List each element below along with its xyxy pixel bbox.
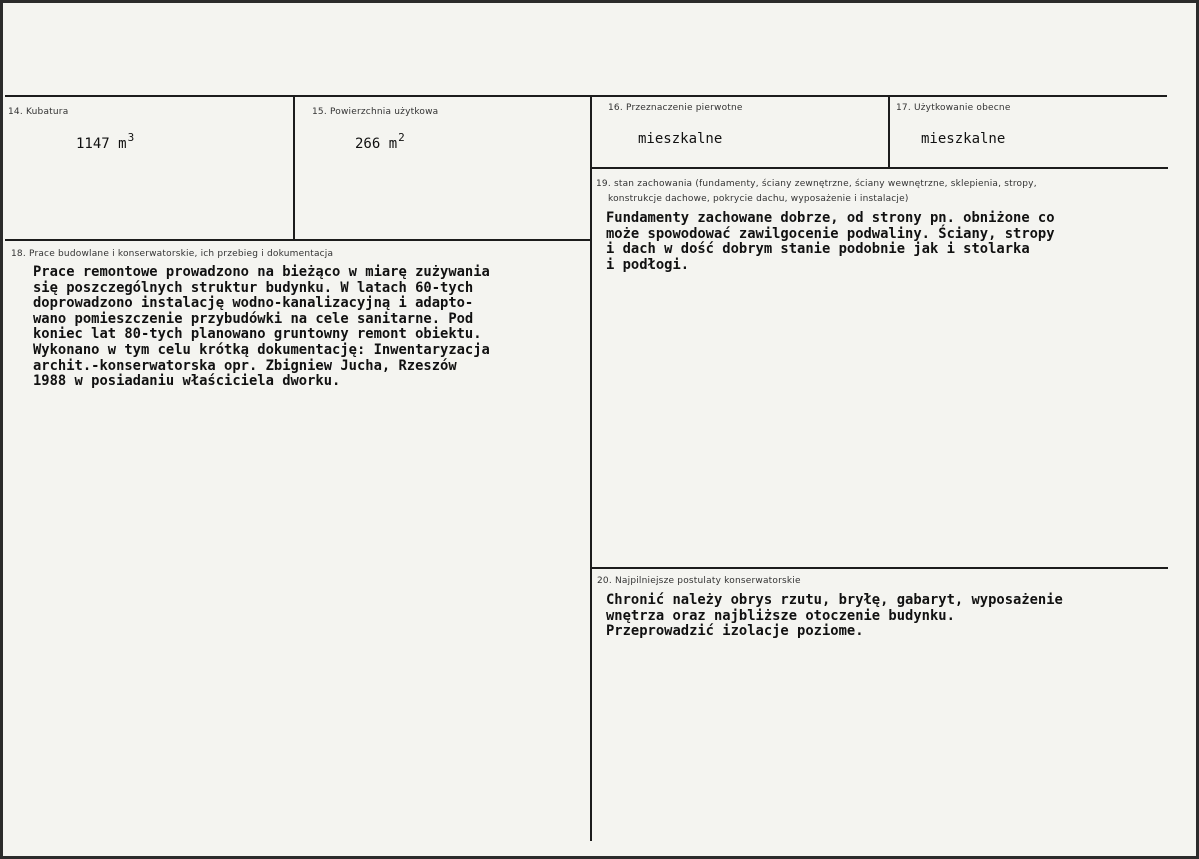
text-line: Fundamenty zachowane dobrze, od strony pn. obniżone co (606, 210, 1055, 226)
text-line: Chronić należy obrys rzutu, bryłę, gabaryt, wyposażenie (606, 592, 1063, 608)
divider-14-15 (293, 97, 295, 241)
divider-16-17 (888, 97, 890, 167)
powierzchnia-exponent: 2 (398, 131, 405, 144)
kubatura-number: 1147 m (76, 136, 127, 152)
rule-under-14-15 (5, 239, 591, 241)
kubatura-label: 14. Kubatura (8, 107, 69, 117)
record-card (3, 3, 1196, 856)
text-line: i podłogi. (606, 256, 690, 273)
text-line: Wykonano w tym celu krótką dokumentację: Inwentaryzacja (33, 341, 490, 358)
text-line: 1988 w posiadaniu właściciela dworku. (33, 373, 341, 390)
rule-above-20 (592, 567, 1168, 569)
prace-text (33, 265, 490, 390)
uzytkowanie-label: 17. Użytkowanie obecne (896, 103, 1011, 113)
text-line: Przeprowadzić izolacje poziome. (606, 623, 864, 640)
stan-zachowania-label (596, 177, 1037, 207)
uzytkowanie-value: mieszkalne (921, 131, 1006, 147)
text-line: się poszczególnych struktur budynku. W latach 60-tych (33, 279, 474, 296)
text-line: archit.-konserwatorska opr. Zbigniew Jucha, Rzeszów (33, 357, 457, 374)
text-line: i dach w dość dobrym stanie podobnie jak i stolarka (606, 241, 1030, 258)
kubatura-value (76, 131, 134, 152)
text-line: doprowadzono instalację wodno-kanalizacyjną i adapto- (33, 295, 474, 312)
top-rule (5, 95, 1167, 97)
divider-center (590, 97, 592, 841)
text-line: wnętrza oraz najbliższe otoczenie budynku. (606, 607, 955, 624)
rule-under-16-17 (592, 167, 1168, 169)
postulaty-label: 20. Najpilniejsze postulaty konserwatorskie (597, 576, 801, 586)
stan-zachowania-text (606, 211, 1055, 273)
powierzchnia-value (355, 131, 405, 152)
przeznaczenie-value: mieszkalne (638, 131, 723, 147)
stan-zachowania-label-line: konstrukcje dachowe, pokrycie dachu, wyposażenie i instalacje) (608, 194, 909, 204)
kubatura-exponent: 3 (127, 131, 135, 144)
text-line: koniec lat 80-tych planowano gruntowny remont obiektu. (33, 326, 482, 343)
postulaty-text (606, 593, 1063, 640)
powierzchnia-label: 15. Powierzchnia użytkowa (312, 107, 439, 117)
prace-label: 18. Prace budowlane i konserwatorskie, ich przebieg i dokumentacja (11, 249, 334, 259)
stan-zachowania-label-line: 19. stan zachowania (fundamenty, ściany zewnętrzne, ściany wewnętrzne, sklepienia, stropy, (596, 179, 1037, 189)
text-line: Prace remontowe prowadzono na bieżąco w miarę zużywania (33, 264, 490, 280)
powierzchnia-number: 266 m (355, 136, 398, 152)
text-line: może spowodować zawilgocenie podwaliny. Ściany, stropy (606, 225, 1055, 242)
text-line: wano pomieszczenie przybudówki na cele sanitarne. Pod (33, 310, 474, 327)
przeznaczenie-label: 16. Przeznaczenie pierwotne (608, 103, 743, 113)
